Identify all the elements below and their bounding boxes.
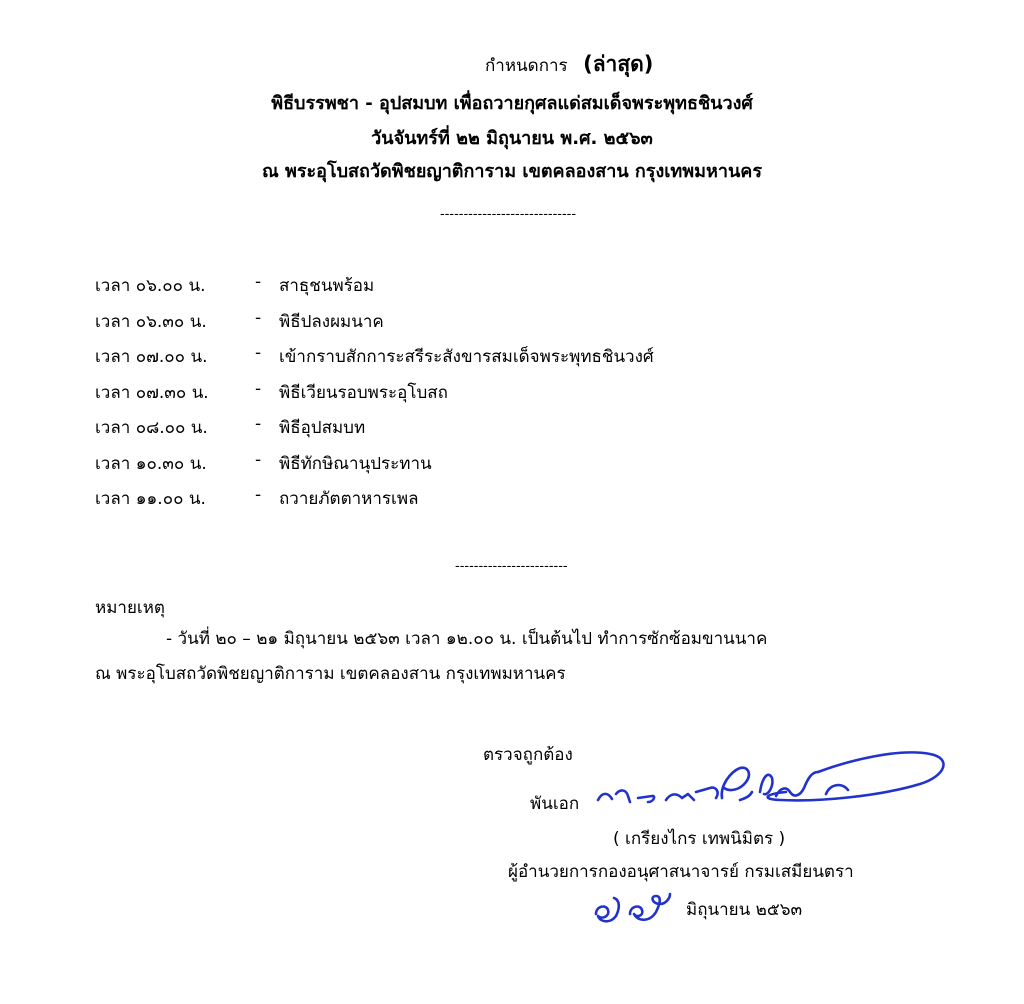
- schedule-dash: -: [255, 414, 262, 434]
- middle-separator: ------------------------: [455, 559, 568, 574]
- verified-label: ตรวจถูกต้อง: [483, 745, 573, 765]
- ceremony-title: พิธีบรรพชา - อุปสมบท เพื่อถวายกุศลแด่สมเด็จพระพุทธชินวงศ์: [271, 93, 753, 114]
- schedule-dash: -: [255, 272, 262, 292]
- schedule-activity: เข้ากราบสักการะสรีระสังขารสมเด็จพระพุทธชินวงศ์: [279, 347, 654, 367]
- schedule-activity: พิธีปลงผมนาค: [279, 312, 384, 332]
- schedule-row: [95, 485, 795, 511]
- schedule-activity: ถวายภัตตาหารเพล: [279, 489, 419, 509]
- schedule-time: เวลา ๑๑.๐๐ น.: [95, 489, 206, 509]
- schedule-row: [95, 379, 795, 405]
- handwritten-signature: [590, 742, 950, 817]
- schedule-row: [95, 343, 795, 369]
- schedule-dash: -: [255, 485, 262, 505]
- header-separator: -----------------------------: [440, 207, 577, 222]
- schedule-dash: -: [255, 450, 262, 470]
- schedule-dash: -: [255, 343, 262, 363]
- schedule-time: เวลา ๑๐.๓๐ น.: [95, 454, 207, 474]
- schedule-label: กำหนดการ: [485, 56, 568, 76]
- schedule-time: เวลา ๐๗.๓๐ น.: [95, 383, 209, 403]
- signed-month-year: มิถุนายน ๒๕๖๓: [686, 900, 803, 920]
- schedule-dash: -: [255, 379, 262, 399]
- handwritten-day: [590, 888, 675, 928]
- schedule-row: [95, 308, 795, 334]
- remarks-rehearsal-line: - วันที่ ๒๐ – ๒๑ มิถุนายน ๒๕๖๓ เวลา ๑๒.๐๐ น. เป็นต้นไป ทำการซักซ้อมขานนาค: [166, 629, 768, 649]
- latest-tag: (ล่าสุด): [583, 52, 654, 76]
- schedule-time: เวลา ๐๗.๐๐ น.: [95, 347, 208, 367]
- ceremony-place: ณ พระอุโบสถวัดพิชยญาติการาม เขตคลองสาน กรุงเทพมหานคร: [261, 161, 762, 182]
- schedule-row: [95, 450, 795, 476]
- ceremony-date: วันจันทร์ที่ ๒๒ มิถุนายน พ.ศ. ๒๕๖๓: [371, 128, 653, 149]
- schedule-time: เวลา ๐๖.๓๐ น.: [95, 312, 207, 332]
- remarks-heading: หมายเหตุ: [95, 598, 165, 618]
- schedule-activity: พิธีอุปสมบท: [279, 418, 366, 438]
- schedule-time: เวลา ๐๖.๐๐ น.: [95, 276, 206, 296]
- schedule-activity: พิธีทักษิณานุประทาน: [279, 454, 432, 474]
- signer-position: ผู้อำนวยการกองอนุศาสนาจารย์ กรมเสมียนตรา: [508, 862, 854, 882]
- schedule-time: เวลา ๐๘.๐๐ น.: [95, 418, 208, 438]
- signer-name: ( เกรียงไกร เทพนิมิตร ): [613, 829, 786, 849]
- schedule-activity: พิธีเวียนรอบพระอุโบสถ: [279, 383, 448, 403]
- rank-label: พันเอก: [530, 794, 580, 814]
- schedule-row: [95, 414, 795, 440]
- schedule-dash: -: [255, 308, 262, 328]
- schedule-activity: สาธุชนพร้อม: [279, 276, 375, 296]
- schedule-heading: [485, 48, 653, 81]
- remarks-place-line: ณ พระอุโบสถวัดพิชยญาติการาม เขตคลองสาน กรุงเทพมหานคร: [95, 664, 566, 684]
- schedule-row: [95, 272, 795, 298]
